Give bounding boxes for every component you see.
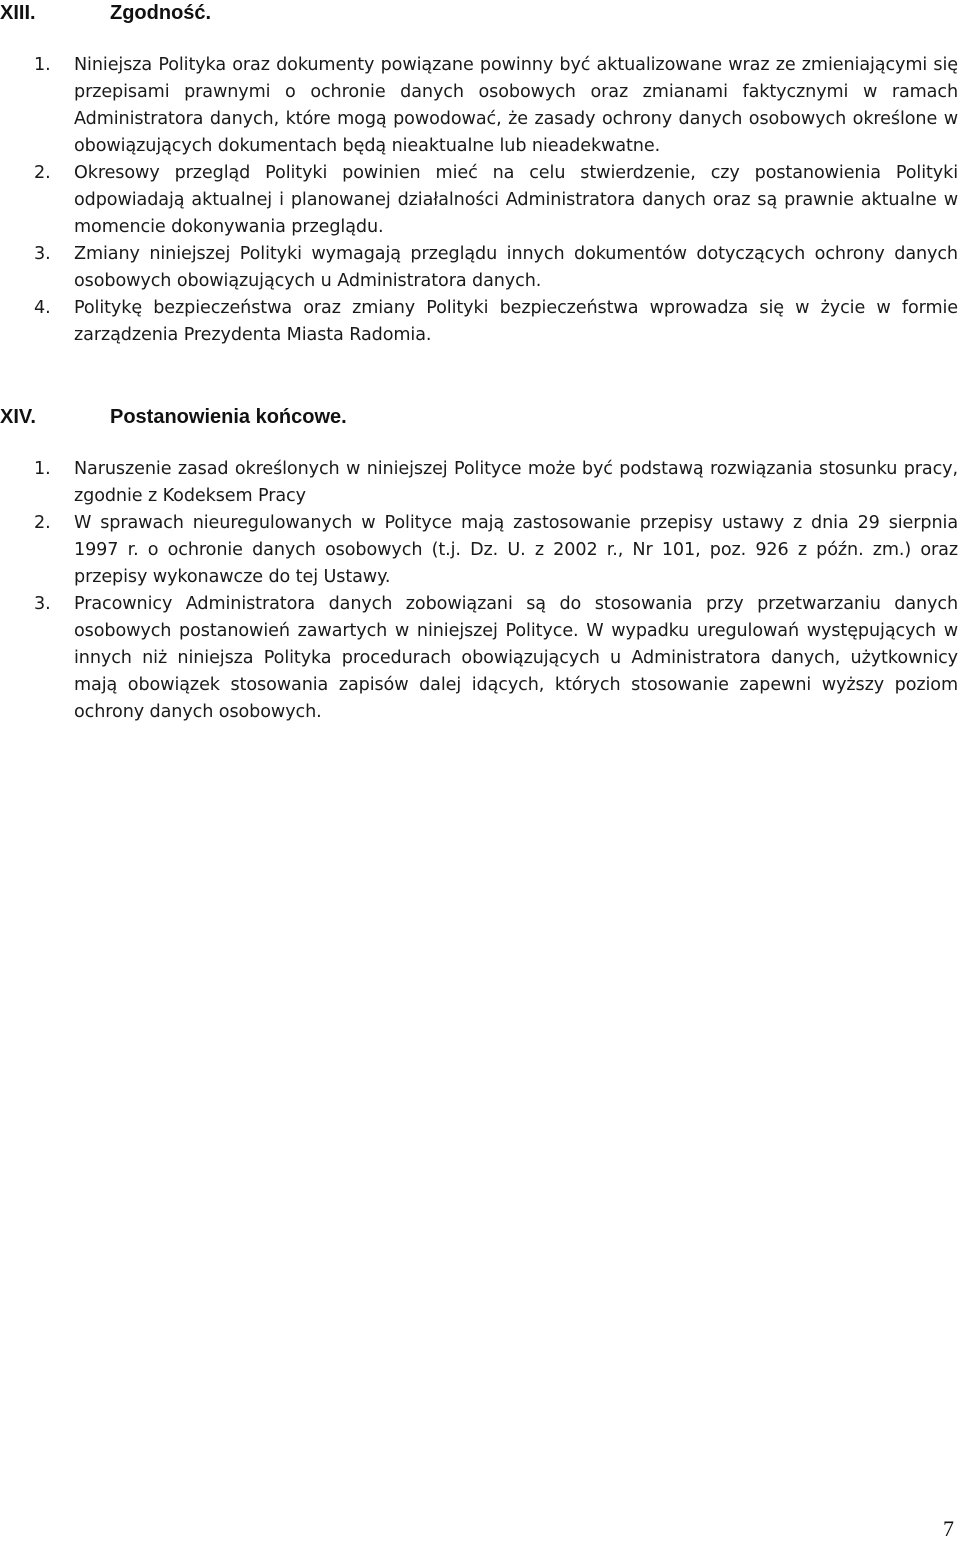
page-number: 7 — [943, 1516, 954, 1541]
section-heading-final-provisions — [0, 404, 347, 431]
item-number: 1. — [34, 55, 51, 75]
list-item — [34, 160, 958, 241]
item-number: 3. — [34, 244, 51, 264]
item-text: Naruszenie zasad określonych w niniejszej Polityce może być podstawą rozwiązania stosunku pracy, zgodnie z Kodeksem Pracy — [74, 459, 958, 506]
list-item — [34, 510, 958, 591]
item-number: 1. — [34, 459, 51, 479]
item-number: 3. — [34, 594, 51, 614]
item-text: Okresowy przegląd Polityki powinien mieć na celu stwierdzenie, czy postanowienia Polityki odpowiadają aktualnej i planowanej działalności Administratora danych oraz są prawnie aktualne w momencie dokonywania przeglądu. — [74, 163, 958, 237]
list-item — [34, 52, 958, 160]
item-text: Niniejsza Polityka oraz dokumenty powiązane powinny być aktualizowane wraz ze zmieniającymi się przepisami prawnymi o ochronie danych osobowych oraz zmianami faktycznymi w ramach Administratora danych, które mogą powodować, że zasady ochrony danych osobowych określone w obowiązujących dokumentach będą nieaktualne lub nieadekwatne. — [74, 55, 958, 156]
list-item — [34, 241, 958, 295]
item-text: W sprawach nieuregulowanych w Polityce mają zastosowanie przepisy ustawy z dnia 29 sierpnia 1997 r. o ochronie danych osobowych (t.j. Dz. U. z 2002 r., Nr 101, poz. 926 z późn. zm.) oraz przepisy wykonawcze do tej Ustawy. — [74, 513, 958, 587]
item-number: 2. — [34, 513, 51, 533]
list-item — [34, 591, 958, 726]
list-item — [34, 456, 958, 510]
compliance-list — [34, 52, 958, 349]
section-heading-compliance — [0, 0, 211, 27]
section-title: Postanowienia końcowe. — [110, 406, 347, 428]
section-number: XIV. — [0, 406, 36, 428]
item-text: Pracownicy Administratora danych zobowiązani są do stosowania przy przetwarzaniu danych osobowych postanowień zawartych w niniejszej Polityce. W wypadku uregulowań występujących w innych niż niniejsza Polityka procedurach obowiązujących u Administratora danych, użytkownicy mają obowiązek stosowania zapisów dalej idących, których stosowanie zapewni wyższy poziom ochrony danych osobowych. — [74, 594, 958, 722]
item-number: 4. — [34, 298, 51, 318]
section-title: Zgodność. — [110, 2, 212, 24]
section-number: XIII. — [0, 2, 36, 24]
item-text: Politykę bezpieczeństwa oraz zmiany Polityki bezpieczeństwa wprowadza się w życie w formie zarządzenia Prezydenta Miasta Radomia. — [74, 298, 958, 345]
list-item — [34, 295, 958, 349]
final-provisions-list — [34, 456, 958, 726]
item-text: Zmiany niniejszej Polityki wymagają przeglądu innych dokumentów dotyczących ochrony danych osobowych obowiązujących u Administratora danych. — [74, 244, 958, 291]
item-number: 2. — [34, 163, 51, 183]
